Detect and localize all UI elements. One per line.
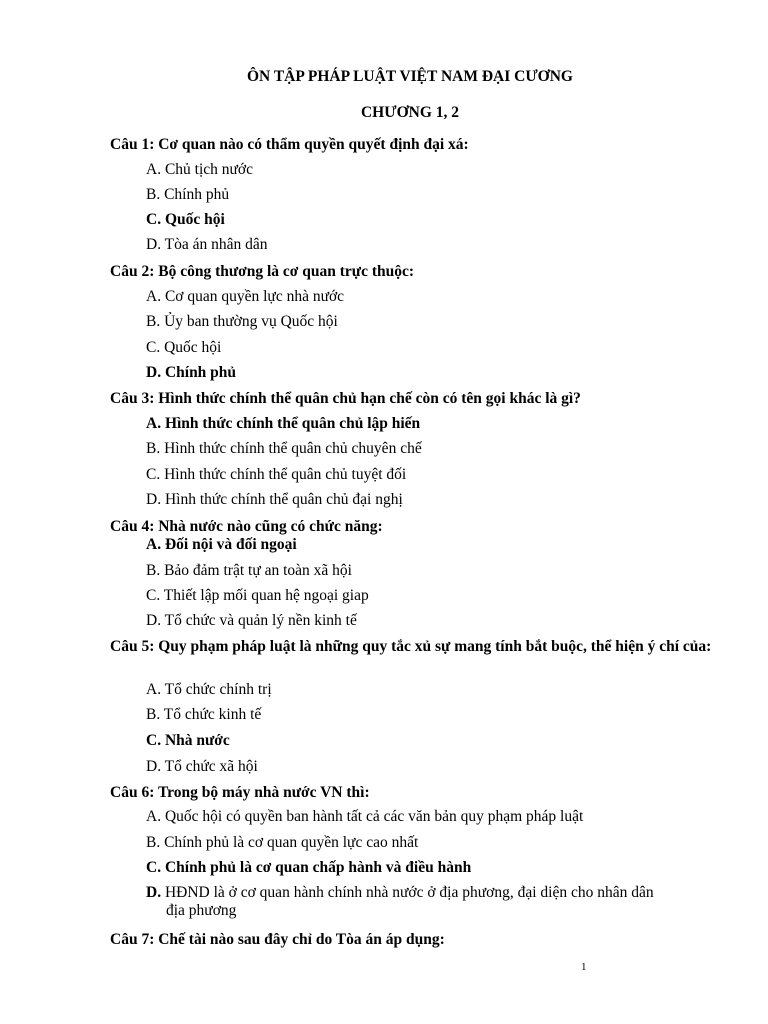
page-number: 1 bbox=[581, 961, 587, 973]
answer-4c: C. Thiết lập mối quan hệ ngoại giap bbox=[146, 587, 369, 604]
answer-6d-line1: HĐND là ở cơ quan hành chính nhà nước ở địa phương, đại diện cho nhân dân bbox=[164, 884, 654, 901]
answer-6d-letter: D. bbox=[146, 884, 162, 901]
question-6: Câu 6: Trong bộ máy nhà nước VN thì: bbox=[110, 784, 370, 801]
document-title: ÔN TẬP PHÁP LUẬT VIỆT NAM ĐẠI CƯƠNG bbox=[247, 68, 573, 85]
answer-4b: B. Bảo đảm trật tự an toàn xã hội bbox=[146, 562, 352, 579]
answer-5b: B. Tổ chức kinh tế bbox=[146, 706, 262, 723]
question-5: Câu 5: Quy phạm pháp luật là những quy tắc xủ sự mang tính bắt buộc, thể hiện ý chí của: bbox=[110, 638, 712, 655]
answer-6d-line2: địa phương bbox=[166, 902, 237, 919]
answer-5c-correct: C. Nhà nước bbox=[146, 732, 230, 749]
answer-4d: D. Tổ chức và quản lý nền kinh tế bbox=[146, 612, 357, 629]
question-3: Câu 3: Hình thức chính thể quân chủ hạn chế còn có tên gọi khác là gì? bbox=[110, 390, 581, 407]
answer-5a: A. Tổ chức chính trị bbox=[146, 681, 272, 698]
answer-2d-correct: D. Chính phủ bbox=[146, 364, 237, 381]
answer-6a: A. Quốc hội có quyền ban hành tất cả các văn bản quy phạm pháp luật bbox=[146, 808, 584, 825]
answer-1d: D. Tòa án nhân dân bbox=[146, 236, 268, 253]
question-4: Câu 4: Nhà nước nào cũng có chức năng: bbox=[110, 518, 383, 535]
answer-2c: C. Quốc hội bbox=[146, 339, 222, 356]
answer-6c-correct: C. Chính phủ là cơ quan chấp hành và điều hành bbox=[146, 859, 472, 876]
question-1: Câu 1: Cơ quan nào có thẩm quyền quyết định đại xá: bbox=[110, 136, 469, 153]
answer-1b: B. Chính phủ bbox=[146, 186, 230, 203]
question-7: Câu 7: Chế tài nào sau đây chỉ do Tòa án áp dụng: bbox=[110, 931, 445, 948]
answer-6d bbox=[146, 884, 716, 920]
answer-2b: B. Ủy ban thường vụ Quốc hội bbox=[146, 313, 338, 330]
question-2: Câu 2: Bộ công thương là cơ quan trực thuộc: bbox=[110, 263, 415, 280]
answer-3d: D. Hình thức chính thể quân chủ đại nghị bbox=[146, 491, 403, 508]
answer-1a: A. Chủ tịch nước bbox=[146, 161, 254, 178]
answer-4a-correct: A. Đối nội và đối ngoại bbox=[146, 536, 297, 553]
document-subtitle: CHƯƠNG 1, 2 bbox=[360, 104, 460, 121]
answer-2a: A. Cơ quan quyền lực nhà nước bbox=[146, 288, 345, 305]
answer-3c: C. Hình thức chính thể quân chủ tuyệt đối bbox=[146, 466, 407, 483]
answer-3a-correct: A. Hình thức chính thể quân chủ lập hiến bbox=[146, 415, 421, 432]
answer-5d: D. Tổ chức xã hội bbox=[146, 758, 258, 775]
answer-1c-correct: C. Quốc hội bbox=[146, 211, 225, 228]
answer-3b: B. Hình thức chính thể quân chủ chuyên chế bbox=[146, 440, 422, 457]
answer-6b: B. Chính phủ là cơ quan quyền lực cao nhất bbox=[146, 834, 419, 851]
